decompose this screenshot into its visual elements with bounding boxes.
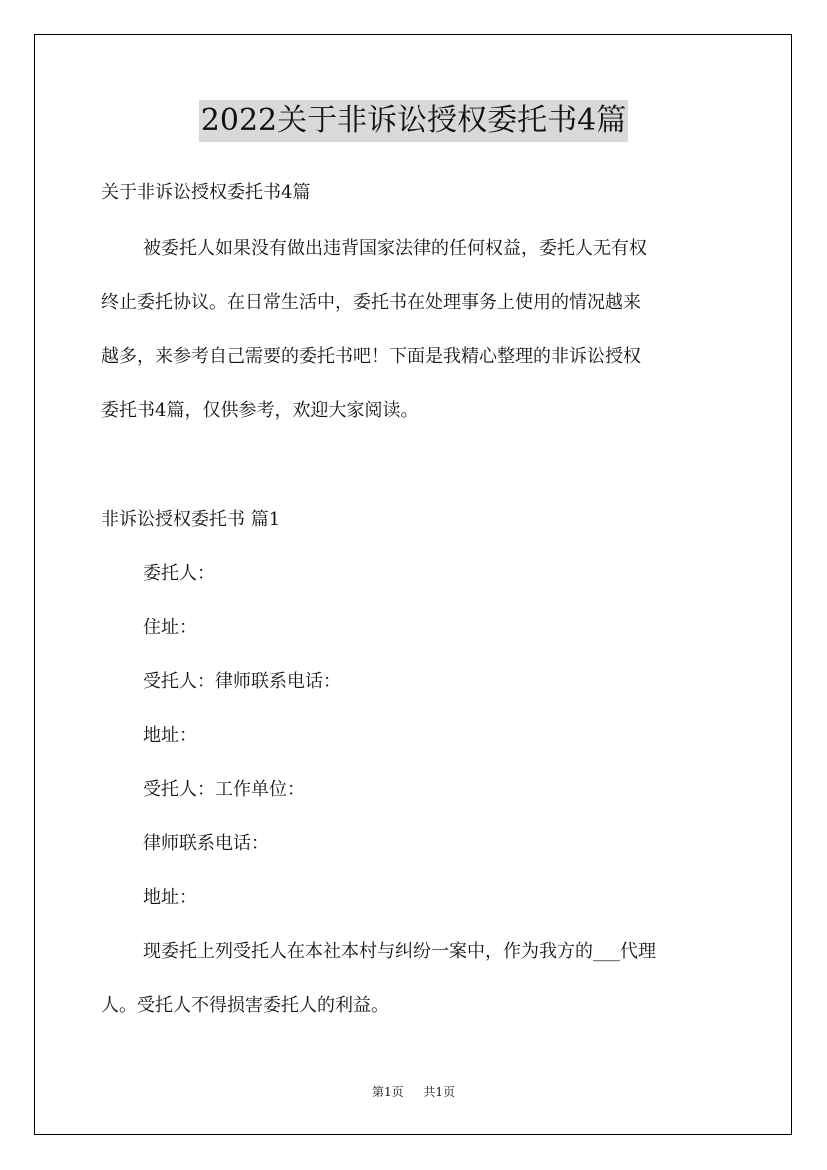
section-heading: 非诉讼授权委托书 篇1 [101, 509, 281, 530]
intro-line-2: 终止委托协议。在日常生活中，委托书在处理事务上使用的情况越来 [101, 292, 641, 313]
body-line-2: 人。受托人不得损害委托人的利益。 [101, 995, 389, 1016]
intro-line-4: 委托书4篇，仅供参考，欢迎大家阅读。 [101, 400, 419, 421]
field-address-1: 住址： [143, 617, 197, 638]
page-footer [0, 1084, 827, 1100]
field-address-2: 地址： [143, 725, 197, 746]
title-container [0, 100, 827, 142]
field-entrustor: 委托人： [143, 563, 215, 584]
intro-line-1: 被委托人如果没有做出违背国家法律的任何权益，委托人无有权 [143, 238, 647, 259]
page-number: 第1页 [372, 1085, 404, 1099]
field-trustee-lawyer-phone: 受托人：律师联系电话： [143, 671, 341, 692]
body-line-1: 现委托上列受托人在本社本村与纠纷一案中，作为我方的___代理 [143, 941, 656, 962]
intro-line-3: 越多，来参考自己需要的委托书吧！下面是我精心整理的非诉讼授权 [101, 346, 641, 367]
document-subtitle: 关于非诉讼授权委托书4篇 [101, 182, 311, 203]
field-lawyer-phone: 律师联系电话： [143, 833, 269, 854]
page-total: 共1页 [423, 1085, 455, 1099]
field-address-3: 地址： [143, 887, 197, 908]
field-trustee-workplace: 受托人：工作单位： [143, 779, 305, 800]
document-title: 2022关于非诉讼授权委托书4篇 [199, 100, 628, 142]
